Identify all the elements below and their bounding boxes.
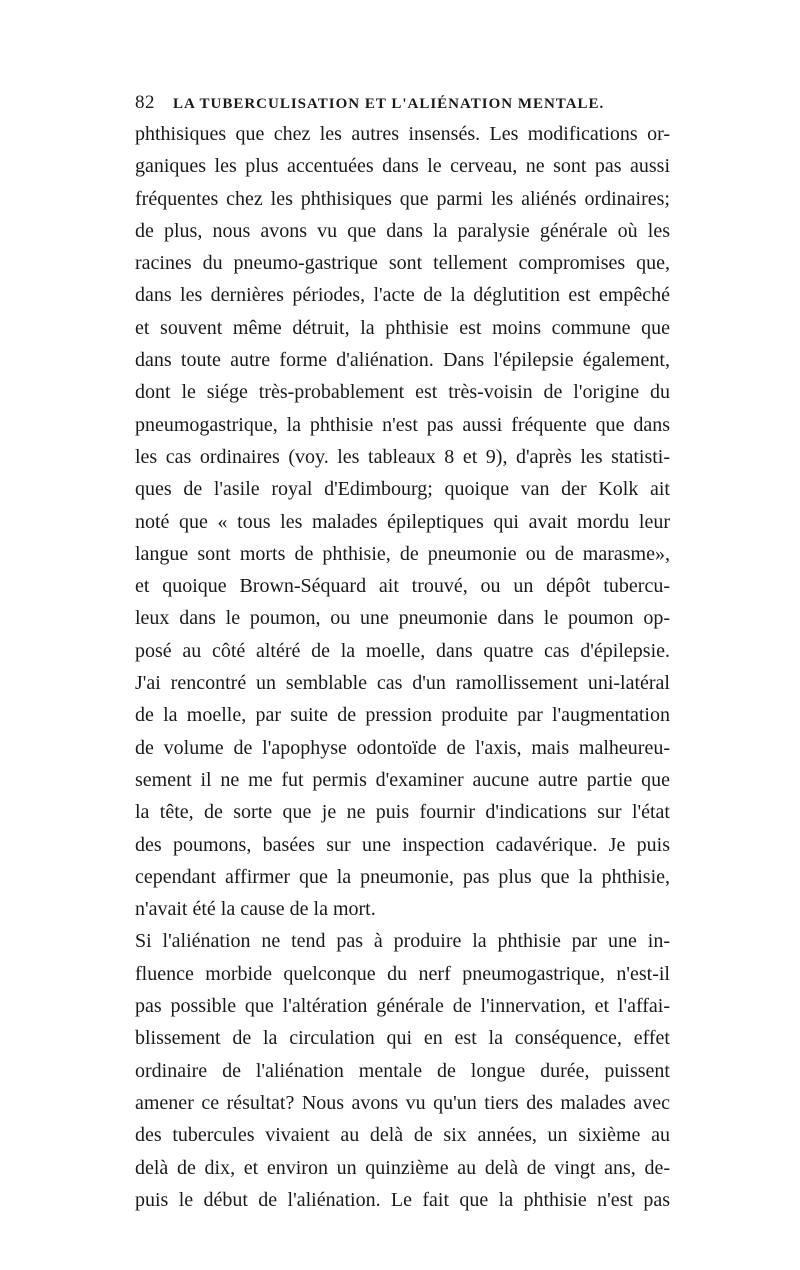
text-line: fluence morbide quelconque du nerf pneumogastrique, n'est-il	[135, 962, 670, 985]
running-title: LA TUBERCULISATION ET L'ALIÉNATION MENTALE.	[173, 96, 605, 112]
text-line: leux dans le poumon, ou une pneumonie dans le poumon op-	[135, 607, 670, 630]
text-line: pneumogastrique, la phthisie n'est pas aussi fréquente que dans	[135, 413, 670, 436]
text-line: la tête, de sorte que je ne puis fournir d'indications sur l'état	[135, 801, 670, 824]
text-line: pas possible que l'altération générale de l'innervation, et l'affai-	[135, 995, 670, 1018]
text-line: sement il ne me fut permis d'examiner aucune autre partie que	[135, 768, 670, 791]
text-line: Si l'aliénation ne tend pas à produire la phthisie par une in-	[135, 930, 670, 953]
text-line: racines du pneumo-gastrique sont tellement compromises que,	[135, 252, 670, 275]
text-line: noté que « tous les malades épileptiques qui avait mordu leur	[135, 510, 670, 533]
text-line: delà de dix, et environ un quinzième au delà de vingt ans, de-	[135, 1156, 670, 1179]
text-line: ques de l'asile royal d'Edimbourg; quoique van der Kolk ait	[135, 478, 670, 501]
text-line: de la moelle, par suite de pression produite par l'augmentation	[135, 704, 670, 727]
text-line: ordinaire de l'aliénation mentale de longue durée, puissent	[135, 1059, 670, 1082]
text-line: posé au côté altéré de la moelle, dans quatre cas d'épilepsie.	[135, 639, 670, 662]
paragraph	[135, 925, 670, 1216]
text-line: phthisiques que chez les autres insensés. Les modifications or-	[135, 123, 670, 145]
text-line: fréquentes chez les phthisiques que parmi les aliénés ordinaires;	[135, 187, 670, 210]
text-line: cependant affirmer que la pneumonie, pas plus que la phthisie,	[135, 865, 670, 888]
text-line: n'avait été la cause de la mort.	[135, 898, 376, 921]
text-line: dans toute autre forme d'aliénation. Dans l'épilepsie également,	[135, 349, 670, 372]
text-line: dont le siége très-probablement est très-voisin de l'origine du	[135, 381, 670, 404]
text-line: les cas ordinaires (voy. les tableaux 8 et 9), d'après les statisti-	[135, 445, 670, 468]
text-line: blissement de la circulation qui en est la conséquence, effet	[135, 1027, 670, 1050]
text-line: amener ce résultat? Nous avons vu qu'un tiers des malades avec	[135, 1091, 670, 1114]
text-line: ganiques les plus accentuées dans le cerveau, ne sont pas aussi	[135, 155, 670, 178]
paragraphs	[135, 118, 670, 1216]
text-line: des poumons, basées sur une inspection cadavérique. Je puis	[135, 833, 670, 856]
text-line: dans les dernières périodes, l'acte de la déglutition est empêché	[135, 284, 670, 307]
text-line: et quoique Brown-Séquard ait trouvé, ou un dépôt tubercu-	[135, 575, 670, 598]
body-text	[135, 118, 670, 1216]
page-number: 82	[135, 92, 155, 113]
text-line: puis le début de l'aliénation. Le fait que la phthisie n'est pas	[135, 1188, 670, 1211]
paragraph	[135, 118, 670, 925]
text-line: de volume de l'apophyse odontoïde de l'axis, mais malheureu-	[135, 736, 670, 759]
text-line: langue sont morts de phthisie, de pneumonie ou de marasme»,	[135, 542, 670, 565]
text-line: des tubercules vivaient au delà de six années, un sixième au	[135, 1124, 670, 1147]
text-line: de plus, nous avons vu que dans la paralysie générale où les	[135, 219, 670, 242]
text-line: et souvent même détruit, la phthisie est moins commune que	[135, 316, 670, 339]
page-header	[135, 92, 675, 114]
text-line: J'ai rencontré un semblable cas d'un ramollissement uni-latéral	[135, 672, 670, 695]
